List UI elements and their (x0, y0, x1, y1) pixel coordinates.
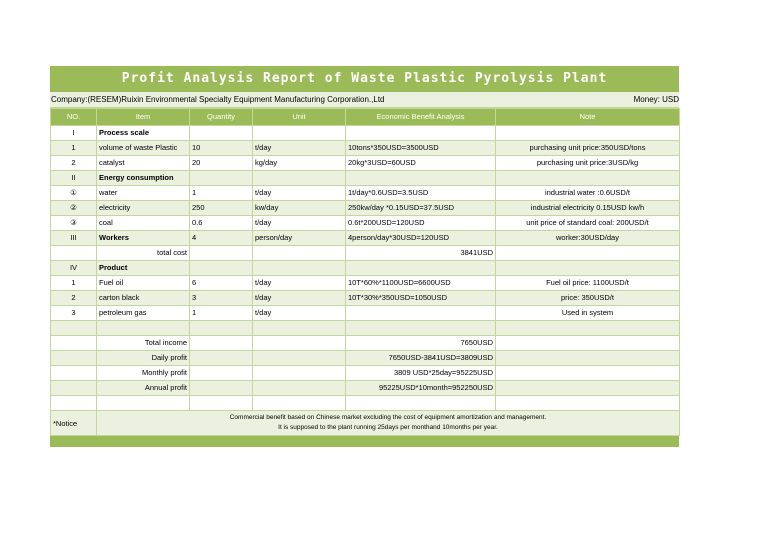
table-row (51, 291, 680, 306)
row-qty[interactable]: 20 (190, 156, 253, 171)
row-note[interactable]: Used in system (496, 306, 680, 321)
row-note[interactable]: unit price of standard coal: 200USD/t (496, 216, 680, 231)
row-unit[interactable]: kw/day (253, 201, 346, 216)
row-note[interactable] (496, 336, 680, 351)
row-note[interactable]: industrial electricity 0.15USD kw/h (496, 201, 680, 216)
row-note[interactable] (496, 246, 680, 261)
daily-profit-row (51, 351, 680, 366)
row-note[interactable] (496, 396, 680, 411)
row-no[interactable]: I (51, 126, 97, 141)
row-qty[interactable] (190, 351, 253, 366)
row-item[interactable] (97, 396, 190, 411)
daily-profit-label[interactable]: Daily profit (97, 351, 190, 366)
table-row (51, 171, 680, 186)
row-unit[interactable]: person/day (253, 231, 346, 246)
row-unit[interactable] (253, 396, 346, 411)
row-unit[interactable] (253, 351, 346, 366)
row-qty[interactable]: 1 (190, 186, 253, 201)
table-row (51, 216, 680, 231)
row-qty[interactable] (190, 381, 253, 396)
row-qty[interactable] (190, 171, 253, 186)
row-analysis[interactable]: 1t/day*0.6USD=3.5USD (346, 186, 496, 201)
row-note[interactable]: purchasing unit price:3USD/kg (496, 156, 680, 171)
notice-text[interactable] (97, 411, 680, 436)
total-cost-label[interactable]: total cost (97, 246, 190, 261)
row-unit[interactable]: t/day (253, 291, 346, 306)
blank-row (51, 396, 680, 411)
row-no[interactable] (51, 321, 97, 336)
row-analysis[interactable] (346, 396, 496, 411)
row-no[interactable] (51, 336, 97, 351)
row-note[interactable] (496, 351, 680, 366)
row-unit[interactable]: kg/day (253, 156, 346, 171)
row-no[interactable]: ③ (51, 216, 97, 231)
row-analysis[interactable]: 10T*30%*350USD=1050USD (346, 291, 496, 306)
row-qty[interactable]: 250 (190, 201, 253, 216)
notice-row (51, 411, 680, 436)
footer-bar (50, 436, 679, 447)
row-item[interactable]: Fuel oil (97, 276, 190, 291)
total-income-label[interactable]: Total income (97, 336, 190, 351)
row-unit[interactable]: t/day (253, 216, 346, 231)
company-row (50, 92, 679, 108)
header-quantity: Quantity (190, 109, 253, 126)
row-unit[interactable] (253, 261, 346, 276)
row-note[interactable] (496, 261, 680, 276)
row-note[interactable]: purchasing unit price:350USD/tons (496, 141, 680, 156)
row-no[interactable]: ① (51, 186, 97, 201)
monthly-profit-row (51, 366, 680, 381)
row-unit[interactable] (253, 321, 346, 336)
notice-label[interactable]: *Notice (51, 411, 97, 436)
row-qty[interactable] (190, 261, 253, 276)
row-analysis[interactable]: 250kw/day *0.15USD=37.5USD (346, 201, 496, 216)
row-no[interactable]: III (51, 231, 97, 246)
row-no[interactable] (51, 351, 97, 366)
report-title: Profit Analysis Report of Waste Plastic Pyrolysis Plant (50, 66, 679, 92)
row-qty[interactable] (190, 336, 253, 351)
table-row (51, 306, 680, 321)
row-note[interactable]: worker:30USD/day (496, 231, 680, 246)
row-qty[interactable]: 1 (190, 306, 253, 321)
row-item[interactable]: petroleum gas (97, 306, 190, 321)
row-no[interactable]: IV (51, 261, 97, 276)
row-qty[interactable] (190, 321, 253, 336)
header-analysis: Economic Benefit Analysis (346, 109, 496, 126)
total-income-value[interactable]: 7650USD (346, 336, 496, 351)
row-qty[interactable] (190, 366, 253, 381)
table-row (51, 201, 680, 216)
row-qty[interactable]: 0.6 (190, 216, 253, 231)
total-cost-row (51, 246, 680, 261)
table-row (51, 186, 680, 201)
row-qty[interactable]: 6 (190, 276, 253, 291)
row-qty[interactable]: 10 (190, 141, 253, 156)
annual-profit-row (51, 381, 680, 396)
row-no[interactable]: 2 (51, 291, 97, 306)
total-income-row (51, 336, 680, 351)
row-note[interactable]: Fuel oil price: 1100USD/t (496, 276, 680, 291)
profit-table (50, 108, 680, 436)
row-no[interactable]: 2 (51, 156, 97, 171)
row-unit[interactable] (253, 336, 346, 351)
table-row (51, 141, 680, 156)
row-unit[interactable]: t/day (253, 276, 346, 291)
blank-row (51, 321, 680, 336)
daily-profit-value[interactable]: 7650USD-3841USD=3809USD (346, 351, 496, 366)
row-item[interactable]: Process scale (97, 126, 190, 141)
row-analysis[interactable]: 10T*60%*1100USD=6600USD (346, 276, 496, 291)
row-no[interactable]: 3 (51, 306, 97, 321)
report-sheet (50, 66, 679, 447)
row-unit[interactable] (253, 381, 346, 396)
monthly-profit-label[interactable]: Monthly profit (97, 366, 190, 381)
row-analysis[interactable]: 10tons*350USD=3500USD (346, 141, 496, 156)
row-item[interactable]: water (97, 186, 190, 201)
row-unit[interactable] (253, 126, 346, 141)
row-item[interactable]: Energy consumption (97, 171, 190, 186)
row-no[interactable]: II (51, 171, 97, 186)
row-unit[interactable]: t/day (253, 306, 346, 321)
table-row (51, 261, 680, 276)
row-unit[interactable] (253, 246, 346, 261)
row-item[interactable]: Workers (97, 231, 190, 246)
table-row (51, 156, 680, 171)
header-note: Note (496, 109, 680, 126)
row-note[interactable] (496, 171, 680, 186)
row-analysis[interactable]: 0.6t*200USD=120USD (346, 216, 496, 231)
row-no[interactable] (51, 366, 97, 381)
annual-profit-value[interactable]: 95225USD*10month=952250USD (346, 381, 496, 396)
row-item[interactable]: electricity (97, 201, 190, 216)
row-item[interactable]: Product (97, 261, 190, 276)
row-analysis[interactable] (346, 321, 496, 336)
row-item[interactable]: carton black (97, 291, 190, 306)
row-analysis[interactable] (346, 306, 496, 321)
row-analysis[interactable]: 20kg*3USD=60USD (346, 156, 496, 171)
row-no[interactable]: 1 (51, 276, 97, 291)
row-unit[interactable] (253, 366, 346, 381)
row-item[interactable] (97, 321, 190, 336)
row-analysis[interactable] (346, 126, 496, 141)
row-item[interactable]: catalyst (97, 156, 190, 171)
currency-label: Money: USD (633, 95, 679, 104)
table-row (51, 231, 680, 246)
row-no[interactable]: ② (51, 201, 97, 216)
row-item[interactable]: volume of waste Plastic (97, 141, 190, 156)
monthly-profit-value[interactable]: 3809 USD*25day=95225USD (346, 366, 496, 381)
notice-line-2: It is supposed to the plant running 25days per monthand 10months per year. (278, 424, 498, 431)
row-analysis[interactable] (346, 261, 496, 276)
row-note[interactable] (496, 366, 680, 381)
table-row (51, 276, 680, 291)
table-row (51, 126, 680, 141)
annual-profit-label[interactable]: Annual profit (97, 381, 190, 396)
row-no[interactable] (51, 396, 97, 411)
row-analysis[interactable] (346, 171, 496, 186)
company-name: Company:(RESEM)Ruixin Environmental Specialty Equipment Manufacturing Corporation.,Ltd (51, 95, 385, 104)
header-item: Item (97, 109, 190, 126)
row-qty[interactable]: 3 (190, 291, 253, 306)
header-row (51, 109, 680, 126)
row-no[interactable] (51, 246, 97, 261)
row-no[interactable] (51, 381, 97, 396)
row-note[interactable]: price: 350USD/t (496, 291, 680, 306)
row-qty[interactable] (190, 126, 253, 141)
row-note[interactable] (496, 381, 680, 396)
row-note[interactable] (496, 126, 680, 141)
row-qty[interactable] (190, 246, 253, 261)
row-no[interactable]: 1 (51, 141, 97, 156)
header-unit: Unit (253, 109, 346, 126)
row-qty[interactable]: 4 (190, 231, 253, 246)
row-note[interactable] (496, 321, 680, 336)
notice-line-1: Commercial benefit based on Chinese market excluding the cost of equipment amortization and management. (229, 414, 547, 421)
total-cost-value[interactable]: 3841USD (346, 246, 496, 261)
row-note[interactable]: industrial water :0.6USD/t (496, 186, 680, 201)
header-no: NO. (51, 109, 97, 126)
row-analysis[interactable]: 4person/day*30USD=120USD (346, 231, 496, 246)
row-unit[interactable] (253, 171, 346, 186)
row-qty[interactable] (190, 396, 253, 411)
row-unit[interactable]: t/day (253, 141, 346, 156)
row-item[interactable]: coal (97, 216, 190, 231)
row-unit[interactable]: t/day (253, 186, 346, 201)
